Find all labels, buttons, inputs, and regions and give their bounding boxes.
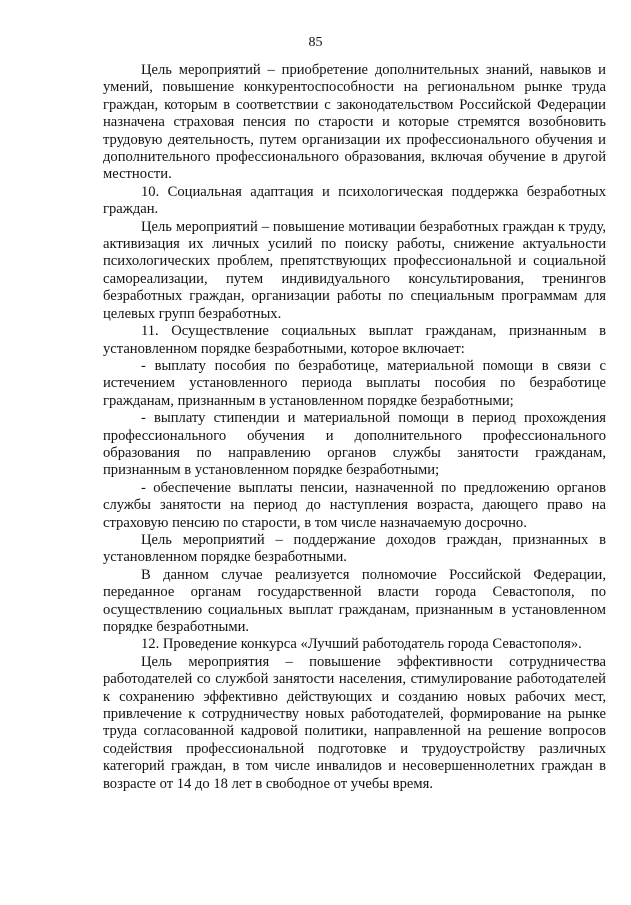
paragraph-goal-best-employer: Цель мероприятия – повышение эффективности сотрудничества работодателей со службой занятости населения, стимулирование работодателей к сохранению эффективно действующих и созданию новых рабочих мест, привлечение к сотрудничеству новых работодателей, формирование на рынке труда согласованной кадровой политики, направленной на решение вопросов содействия профессиональной подготовке и трудоустройству различных категорий граждан, в том числе инвалидов и несовершеннолетних граждан в возрасте от 14 до 18 лет в свободное от учебы время. [103, 653, 606, 792]
paragraph-list-pension: - обеспечение выплаты пенсии, назначенной по предложению органов службы занятости на период до наступления возраста, дающего право на страховую пенсию по старости, в том числе назначаемую досрочно. [103, 479, 606, 531]
paragraph-goal-income-support: Цель мероприятий – поддержание доходов граждан, признанных в установленном порядке безработными. [103, 531, 606, 566]
paragraph-list-unemployment-benefit: - выплату пособия по безработице, материальной помощи в связи с истечением установленного периода выплаты пособия по безработице гражданам, признанным в установленном порядке безработными; [103, 357, 606, 409]
document-body [103, 62, 606, 793]
paragraph-federal-authority: В данном случае реализуется полномочие Российской Федерации, переданное органам государственной власти города Севастополя, по осуществлению социальных выплат гражданам, признанным в установленном порядке безработными. [103, 566, 606, 635]
paragraph-goal-pensioners-training: Цель мероприятий – приобретение дополнительных знаний, навыков и умений, повышение конкурентоспособности на региональном рынке труда граждан, которым в соответствии с законодательством Российской Федерации назначена страховая пенсия по старости и которые стремятся возобновить трудовую деятельность, путем организации их профессионального обучения и дополнительного профессионального образования, включая обучение в другой местности. [103, 62, 606, 183]
paragraph-goal-social-adaptation: Цель мероприятий – повышение мотивации безработных граждан к труду, активизация их личных усилий по поиску работы, снижение актуальности психологических проблем, препятствующих профессиональной и социальной самореализации, путем индивидуального консультирования, тренингов безработных граждан, организации работы по специальным программам для целевых групп безработных. [103, 218, 606, 322]
paragraph-item-11-heading: 11. Осуществление социальных выплат гражданам, признанным в установленном порядке безработными, которое включает: [103, 323, 606, 357]
paragraph-item-10-heading: 10. Социальная адаптация и психологическая поддержка безработных граждан. [103, 183, 606, 218]
paragraph-list-stipend: - выплату стипендии и материальной помощи в период прохождения профессионального обучения и дополнительного профессионального образования по направлению органов службы занятости гражданам, признанным в установленном порядке безработными; [103, 410, 606, 479]
paragraph-item-12-heading: 12. Проведение конкурса «Лучший работодатель города Севастополя». [141, 636, 582, 653]
page-number: 85 [308, 35, 323, 50]
